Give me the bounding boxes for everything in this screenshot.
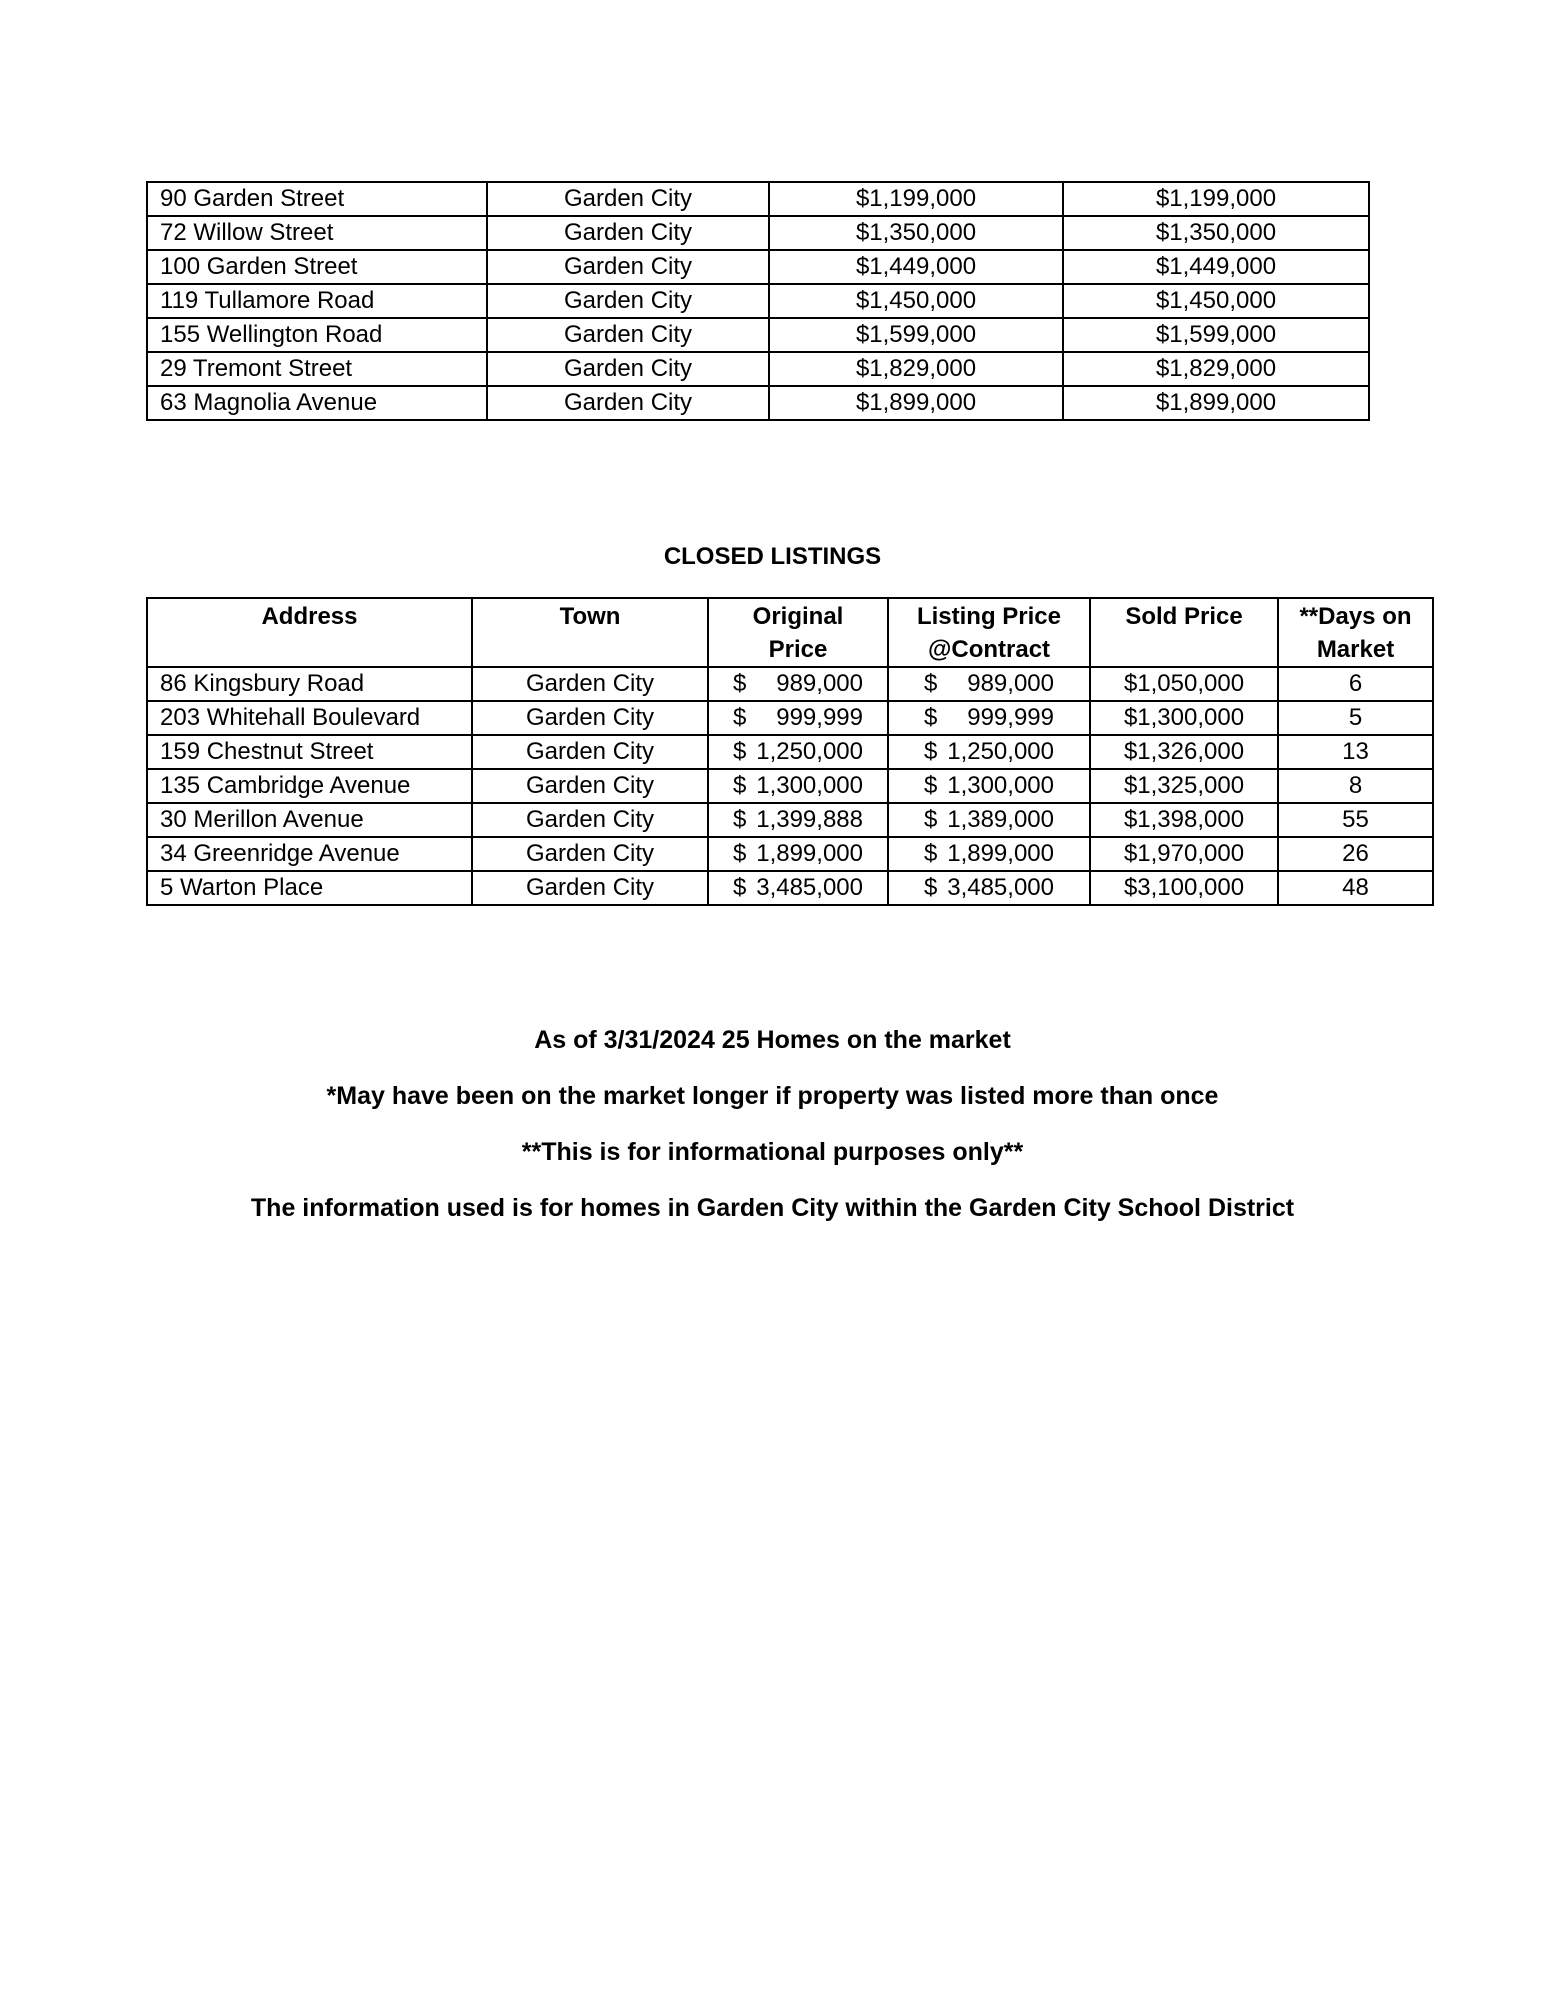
sold-price-cell: $1,300,000 xyxy=(1090,701,1278,735)
table-row xyxy=(147,667,1433,701)
table-row xyxy=(147,871,1433,905)
days-on-market-cell: 8 xyxy=(1278,769,1433,803)
active-listings-table xyxy=(146,181,1370,421)
address-cell: 155 Wellington Road xyxy=(147,318,487,352)
town-cell: Garden City xyxy=(487,318,769,352)
table-row xyxy=(147,216,1369,250)
listing-price-cell: $ 3,485,000 xyxy=(888,871,1090,905)
sold-price-cell: $1,325,000 xyxy=(1090,769,1278,803)
closed-listings-title: CLOSED LISTINGS xyxy=(663,543,882,570)
active-listings-body xyxy=(147,182,1369,420)
footnote-informational: **This is for informational purposes only** xyxy=(521,1138,1024,1166)
address-cell: 119 Tullamore Road xyxy=(147,284,487,318)
town-cell: Garden City xyxy=(472,735,708,769)
table-row xyxy=(147,182,1369,216)
address-cell: 5 Warton Place xyxy=(147,871,472,905)
price-cell: $1,899,000 xyxy=(769,386,1063,420)
town-cell: Garden City xyxy=(487,250,769,284)
town-cell: Garden City xyxy=(472,803,708,837)
original-price-cell: $ 1,899,000 xyxy=(708,837,888,871)
listing-price-cell: $ 1,899,000 xyxy=(888,837,1090,871)
sold-price-cell: $1,050,000 xyxy=(1090,667,1278,701)
listing-price-cell: $ 1,389,000 xyxy=(888,803,1090,837)
price-cell: $1,450,000 xyxy=(769,284,1063,318)
header-sold-price: Sold Price xyxy=(1090,598,1278,667)
original-price-cell: $ 1,399,888 xyxy=(708,803,888,837)
listing-price-cell: $ 1,300,000 xyxy=(888,769,1090,803)
homes-on-market-note: As of 3/31/2024 25 Homes on the market xyxy=(534,1026,1011,1054)
price-cell: $1,199,000 xyxy=(1063,182,1369,216)
table-row xyxy=(147,735,1433,769)
original-price-cell: $ 989,000 xyxy=(708,667,888,701)
price-cell: $1,449,000 xyxy=(769,250,1063,284)
address-cell: 203 Whitehall Boulevard xyxy=(147,701,472,735)
address-cell: 90 Garden Street xyxy=(147,182,487,216)
sold-price-cell: $1,970,000 xyxy=(1090,837,1278,871)
address-cell: 100 Garden Street xyxy=(147,250,487,284)
address-cell: 30 Merillon Avenue xyxy=(147,803,472,837)
town-cell: Garden City xyxy=(472,769,708,803)
town-cell: Garden City xyxy=(487,386,769,420)
table-row xyxy=(147,352,1369,386)
town-cell: Garden City xyxy=(472,837,708,871)
header-address: Address xyxy=(147,598,472,667)
closed-listings-header-row xyxy=(147,598,1433,667)
days-on-market-cell: 13 xyxy=(1278,735,1433,769)
header-original-price: Original Price xyxy=(708,598,888,667)
table-row xyxy=(147,803,1433,837)
table-row xyxy=(147,318,1369,352)
town-cell: Garden City xyxy=(472,871,708,905)
table-row xyxy=(147,386,1369,420)
footnote-school-district: The information used is for homes in Garden City within the Garden City School District xyxy=(250,1194,1295,1222)
price-cell: $1,829,000 xyxy=(1063,352,1369,386)
price-cell: $1,199,000 xyxy=(769,182,1063,216)
town-cell: Garden City xyxy=(487,216,769,250)
table-row xyxy=(147,837,1433,871)
address-cell: 135 Cambridge Avenue xyxy=(147,769,472,803)
sold-price-cell: $1,326,000 xyxy=(1090,735,1278,769)
address-cell: 159 Chestnut Street xyxy=(147,735,472,769)
address-cell: 72 Willow Street xyxy=(147,216,487,250)
price-cell: $1,350,000 xyxy=(769,216,1063,250)
address-cell: 86 Kingsbury Road xyxy=(147,667,472,701)
header-listing-price: Listing Price @Contract xyxy=(888,598,1090,667)
town-cell: Garden City xyxy=(487,352,769,386)
price-cell: $1,450,000 xyxy=(1063,284,1369,318)
sold-price-cell: $3,100,000 xyxy=(1090,871,1278,905)
days-on-market-cell: 6 xyxy=(1278,667,1433,701)
original-price-cell: $ 1,250,000 xyxy=(708,735,888,769)
table-row xyxy=(147,769,1433,803)
listing-price-cell: $ 1,250,000 xyxy=(888,735,1090,769)
town-cell: Garden City xyxy=(487,284,769,318)
town-cell: Garden City xyxy=(487,182,769,216)
original-price-cell: $ 999,999 xyxy=(708,701,888,735)
footnote-market-longer: *May have been on the market longer if property was listed more than once xyxy=(326,1082,1219,1110)
header-town: Town xyxy=(472,598,708,667)
price-cell: $1,449,000 xyxy=(1063,250,1369,284)
price-cell: $1,350,000 xyxy=(1063,216,1369,250)
listing-price-cell: $ 999,999 xyxy=(888,701,1090,735)
town-cell: Garden City xyxy=(472,701,708,735)
table-row xyxy=(147,284,1369,318)
sold-price-cell: $1,398,000 xyxy=(1090,803,1278,837)
original-price-cell: $ 3,485,000 xyxy=(708,871,888,905)
address-cell: 63 Magnolia Avenue xyxy=(147,386,487,420)
days-on-market-cell: 26 xyxy=(1278,837,1433,871)
closed-listings-body xyxy=(147,667,1433,905)
days-on-market-cell: 5 xyxy=(1278,701,1433,735)
header-days-on-market: **Days on Market xyxy=(1278,598,1433,667)
price-cell: $1,599,000 xyxy=(769,318,1063,352)
days-on-market-cell: 48 xyxy=(1278,871,1433,905)
table-row xyxy=(147,701,1433,735)
town-cell: Garden City xyxy=(472,667,708,701)
closed-listings-table xyxy=(146,597,1434,906)
original-price-cell: $ 1,300,000 xyxy=(708,769,888,803)
price-cell: $1,829,000 xyxy=(769,352,1063,386)
price-cell: $1,899,000 xyxy=(1063,386,1369,420)
address-cell: 34 Greenridge Avenue xyxy=(147,837,472,871)
table-row xyxy=(147,250,1369,284)
price-cell: $1,599,000 xyxy=(1063,318,1369,352)
address-cell: 29 Tremont Street xyxy=(147,352,487,386)
listing-price-cell: $ 989,000 xyxy=(888,667,1090,701)
days-on-market-cell: 55 xyxy=(1278,803,1433,837)
